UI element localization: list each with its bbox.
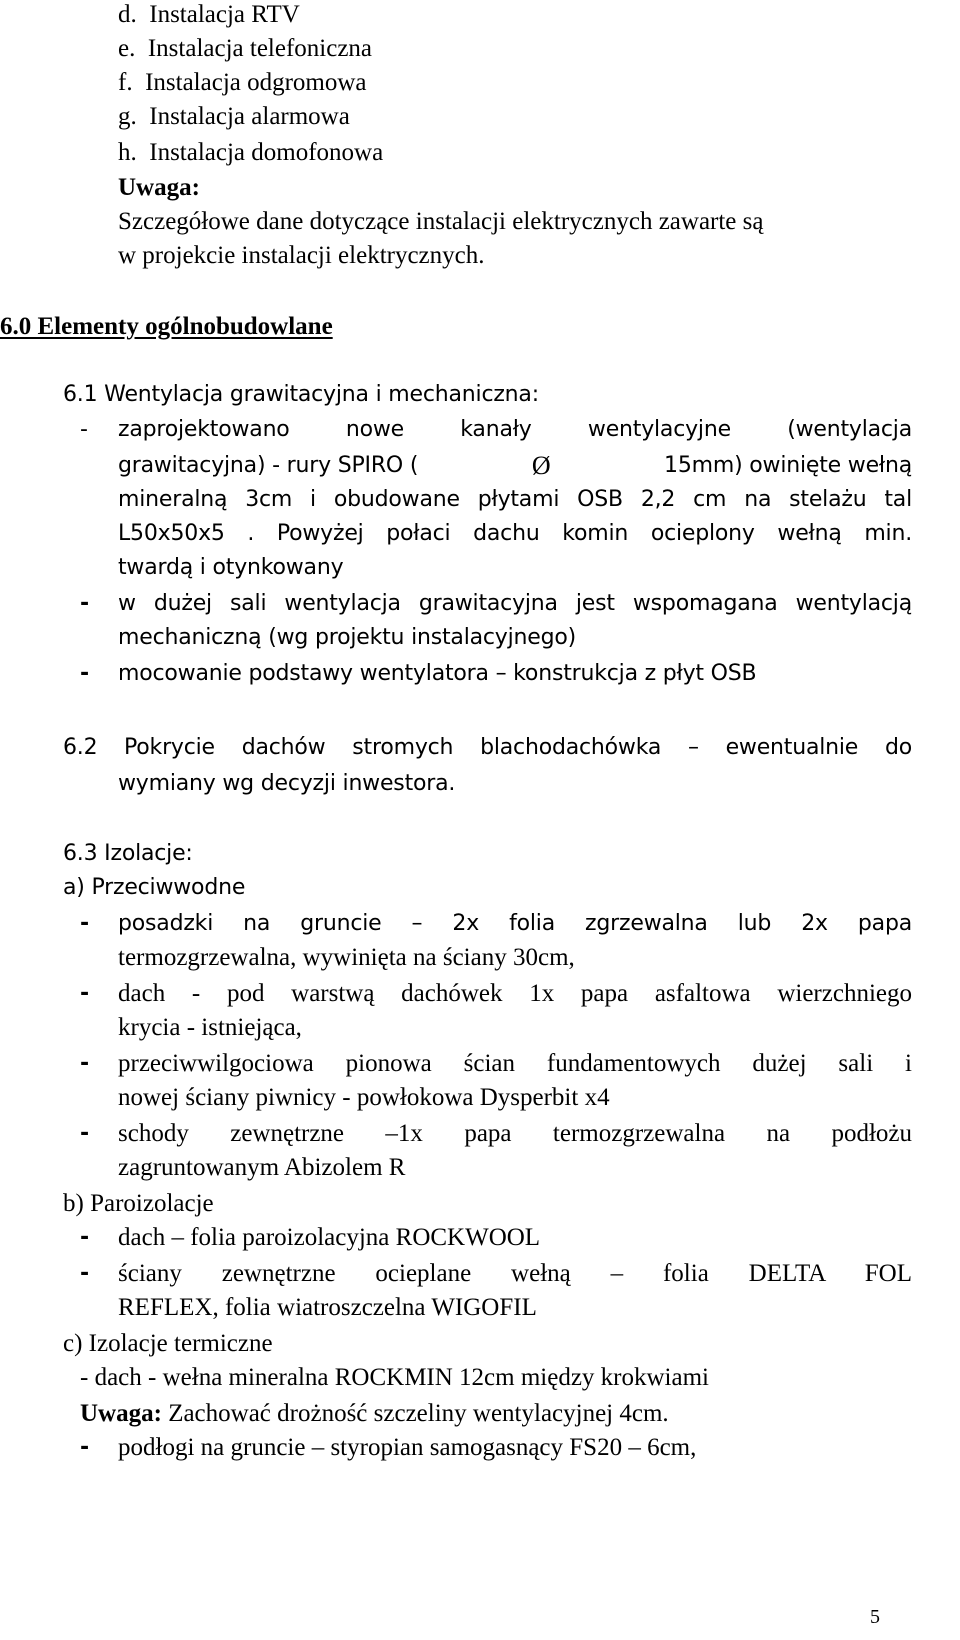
s63-b1-line-1: dach – folia paroizolacyjna ROCKWOOL (118, 1224, 541, 1251)
s63-a4-line-1: schody zewnętrzne –1x papa termozgrzewalna na podłożu (118, 1120, 912, 1147)
s63-title: 6.3 Izolacje: (63, 841, 193, 866)
s63-note (80, 1399, 669, 1429)
s61-bullet-dash: - (80, 591, 89, 616)
s63-bullet-dash: - (80, 1435, 89, 1460)
s63-b-label: b) Paroizolacje (63, 1190, 214, 1217)
s63-a3-line-1: przeciwwilgociowa pionowa ścian fundamentowych dużej sali i (118, 1050, 912, 1077)
list-item-e: e. Instalacja telefoniczna (118, 35, 373, 62)
s61-b2-line-1: w dużej sali wentylacja grawitacyjna jest wspomagana wentylacją (118, 591, 912, 616)
s61-bullet-dash: - (80, 661, 89, 686)
s63-note-label: Uwaga: (80, 1400, 162, 1427)
s61-b1-line-5: twardą i otynkowany (118, 555, 344, 580)
s61-title: 6.1 Wentylacja grawitacyjna i mechaniczna: (63, 382, 539, 407)
section-heading: 6.0 Elementy ogólnobudowlane (0, 313, 333, 340)
s63-a2-line-2: krycia - istniejąca, (118, 1014, 302, 1041)
s61-b3-line-1: mocowanie podstawy wentylatora – konstrukcja z płyt OSB (118, 661, 757, 686)
page-number: 5 (870, 1606, 880, 1628)
s61-b1-line-2 (118, 451, 912, 481)
s61-b1-line-3: mineralną 3cm i obudowane płytami OSB 2,2 cm na stelażu tal (118, 487, 912, 512)
s62-line-2: wymiany wg decyzji inwestora. (118, 771, 456, 796)
s63-bullet-dash: - (80, 981, 89, 1006)
s61-b2-line-2: mechaniczną (wg projektu instalacyjnego) (118, 625, 577, 650)
s63-c1-line: - dach - wełna mineralna ROCKMIN 12cm między krokwiami (80, 1364, 709, 1391)
s63-b2-line-1: ściany zewnętrzne ocieplane wełną – folia DELTA FOL (118, 1260, 912, 1287)
s63-bullet-dash: - (80, 1225, 89, 1250)
s63-a1-line-1: posadzki na gruncie – 2x folia zgrzewalna lub 2x papa (118, 911, 912, 936)
s63-c-label: c) Izolacje termiczne (63, 1330, 273, 1357)
s62-number: 6.2 (63, 735, 98, 760)
note-line-1: Szczegółowe dane dotyczące instalacji elektrycznych zawarte są (118, 208, 764, 235)
diameter-symbol: Ø (531, 451, 551, 480)
s63-c2-line: podłogi na gruncie – styropian samogasnący FS20 – 6cm, (118, 1434, 697, 1461)
note-label: Uwaga: (118, 174, 200, 201)
s63-a-label: a) Przeciwwodne (63, 875, 246, 900)
list-item-f: f. Instalacja odgromowa (118, 69, 367, 96)
s63-b2-line-2: REFLEX, folia wiatroszczelna WIGOFIL (118, 1294, 537, 1321)
s61-b1-line-1: zaprojektowano nowe kanały wentylacyjne (wentylacja (118, 417, 912, 442)
s63-note-text: Zachować drożność szczeliny wentylacyjnej 4cm. (168, 1400, 669, 1427)
s63-a2-line-1: dach - pod warstwą dachówek 1x papa asfaltowa wierzchniego (118, 980, 912, 1007)
s63-bullet-dash: - (80, 1261, 89, 1286)
list-item-d: d. Instalacja RTV (118, 1, 300, 28)
s61-b1-line-2a: grawitacyjna) - rury SPIRO ( (118, 453, 419, 478)
list-item-h: h. Instalacja domofonowa (118, 139, 384, 166)
note-line-2: w projekcie instalacji elektrycznych. (118, 242, 485, 269)
s63-a4-line-2: zagruntowanym Abizolem R (118, 1154, 406, 1181)
s62-line-1: Pokrycie dachów stromych blachodachówka – ewentualnie do (124, 735, 912, 760)
s63-a1-line-2: termozgrzewalna, wywinięta na ściany 30cm, (118, 944, 575, 971)
s61-b1-line-2b: 15mm) owinięte wełną (664, 453, 912, 478)
s61-b1-line-4: L50x50x5 . Powyżej połaci dachu komin ocieplony wełną min. (118, 521, 912, 546)
s61-bullet-dash: - (80, 417, 88, 442)
s63-bullet-dash: - (80, 1121, 89, 1146)
s63-bullet-dash: - (80, 1051, 89, 1076)
list-item-g: g. Instalacja alarmowa (118, 103, 350, 130)
s63-a3-line-2: nowej ściany piwnicy - powłokowa Dysperbit x4 (118, 1084, 610, 1111)
s63-bullet-dash: - (80, 911, 89, 936)
